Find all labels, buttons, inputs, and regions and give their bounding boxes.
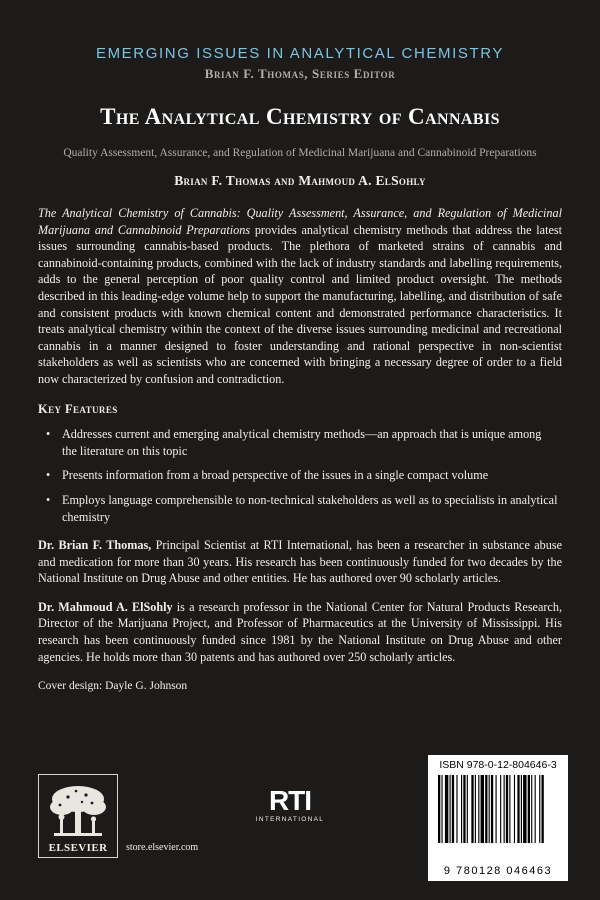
series-editor: Brian F. Thomas, Series Editor xyxy=(204,66,396,81)
back-cover-text xyxy=(38,205,562,695)
book-title: The Analytical Chemistry of Cannabis xyxy=(100,104,500,129)
key-features-list xyxy=(38,426,562,525)
cover-design-credit: Cover design: Dayle G. Johnson xyxy=(38,680,188,693)
bio-name: Dr. Brian F. Thomas, xyxy=(38,538,152,553)
store-url: store.elsevier.com xyxy=(126,842,199,853)
bio-text: is a research professor in the National Center for Natural Products Research, Director of the Marijuana Project, and Professor of Pharmaceutics at the University of Mississippi. His research has been continuously funded since 1981 by the National Institute on Drug Abuse and other agencies. He holds more than 30 patents and has authored over 250 scholarly articles. xyxy=(38,599,562,664)
series-title: EMERGING ISSUES IN ANALYTICAL CHEMISTRY xyxy=(95,45,505,62)
rti-logo xyxy=(240,786,340,836)
feature-item: • Addresses current and emerging analytical chemistry methods—an approach that is unique among the literature on this topic xyxy=(38,426,562,459)
author-bio-elsohly xyxy=(38,599,562,665)
authors: Brian F. Thomas and Mahmoud A. ElSohly xyxy=(174,173,426,188)
description-paragraph xyxy=(38,205,562,388)
bio-text: Principal Scientist at RTI International, has been a researcher in substance abuse and medication for more than 30 years. His research has been continuously funded for two decades by the National Institute on Drug Abuse and other entities. He has authored over 90 scholarly articles. xyxy=(38,538,562,586)
feature-item: • Employs language comprehensible to non-technical stakeholders as well as to specialists in analytical chemistry xyxy=(38,492,562,525)
elsevier-wordmark: ELSEVIER xyxy=(48,842,108,854)
description-body: provides analytical chemistry methods that address the latest issues surrounding cannabis-based products. The plethora of marketed strains of cannabis and cannabinoid-containing products, combined with the lack of industry standards and labelling requirements, adds to the general perception of poor quality control and limited product oversight. The methods described in this leading-edge volume help to support the manufacturing, labelling, and distribution of safe and consistent products with known chemical content and demonstrated performance characteristics. It treats analytical chemistry within the context of the diverse issues surrounding medicinal and recreational cannabis in a manner designed to foster understanding and rational perspective in non-scientist stakeholders as well as scientists who are concerned with bringing a necessary degree of order to a field now characterized by confusion and contradiction. xyxy=(38,222,562,386)
description-book-title: The Analytical Chemistry of Cannabis: Quality Assessment, Assurance, and Regulation of Medicinal Marijuana and Cannabinoid Preparations xyxy=(38,206,562,237)
bio-name: Dr. Mahmoud A. ElSohly xyxy=(38,599,173,614)
rti-wordmark: RTI xyxy=(268,785,312,816)
barcode-icon xyxy=(434,775,562,859)
rti-subtext: INTERNATIONAL xyxy=(255,816,325,823)
author-bio-thomas xyxy=(38,537,562,587)
feature-item: • Presents information from a broad perspective of the issues in a single compact volume xyxy=(38,467,562,484)
elsevier-tree-icon xyxy=(46,783,110,839)
key-features-heading: Key Features xyxy=(38,401,118,416)
elsevier-logo xyxy=(38,774,118,858)
isbn-number: ISBN 978-0-12-804646-3 xyxy=(439,759,557,771)
barcode-digits: 9 780128 046463 xyxy=(443,865,553,877)
book-subtitle: Quality Assessment, Assurance, and Regulation of Medicinal Marijuana and Cannabinoid Preparations xyxy=(63,147,537,159)
isbn-barcode-box xyxy=(428,755,568,881)
